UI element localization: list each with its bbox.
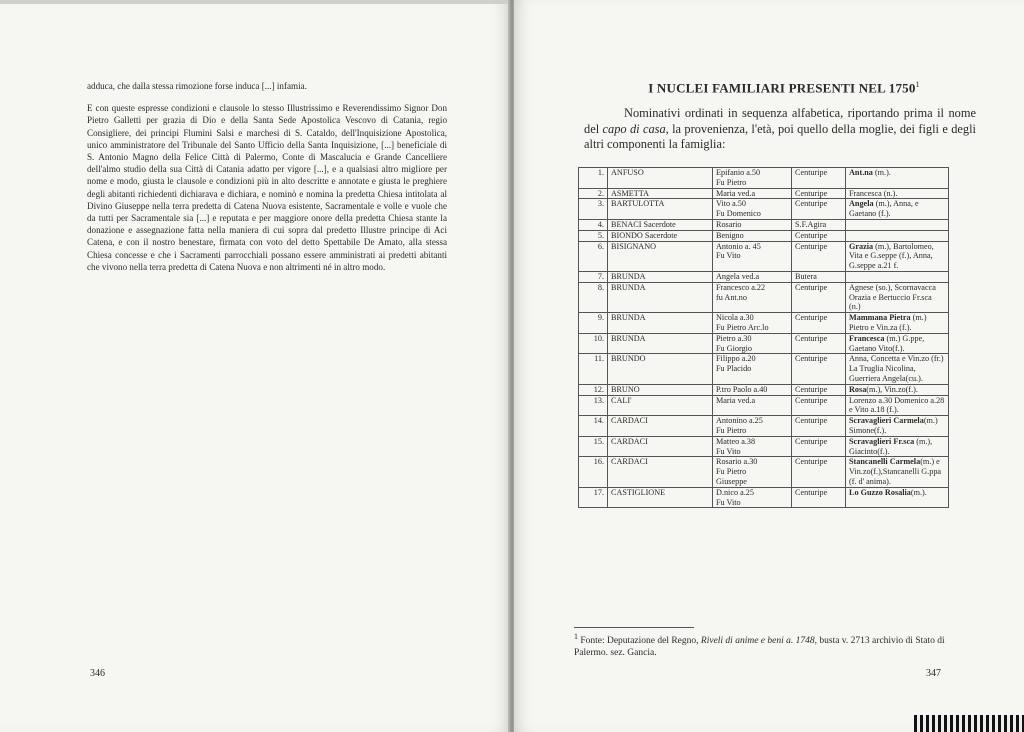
row-number: 10.: [579, 333, 608, 354]
family-part: (m.) Pietro e Vin.za (f.).: [849, 313, 927, 332]
family-part: Francesca: [849, 333, 885, 343]
surname-cell: ASMETTA: [608, 188, 713, 199]
head-line: Maria ved.a: [716, 395, 756, 405]
table-row: [579, 354, 949, 384]
surname-cell: BIONDO Sacerdote: [608, 230, 713, 241]
head-line: Fu Vito: [716, 251, 741, 261]
head-line: Fu Pietro Arc.lo: [716, 322, 769, 332]
family-part: Stancanelli Carmela: [849, 457, 921, 467]
head-of-house-cell: [713, 384, 792, 395]
family-cell: [846, 354, 949, 384]
family-part: Anna, Concetta e Vin.zo (fr.) La Truglia Nicolina, Guerriera Angela(cu.).: [849, 354, 944, 383]
row-number: 16.: [579, 457, 608, 487]
origin-cell: Centuripe: [792, 168, 846, 189]
family-cell: [846, 168, 949, 189]
row-number: 14.: [579, 416, 608, 437]
head-of-house-cell: [713, 199, 792, 220]
head-of-house-cell: [713, 271, 792, 282]
row-number: 2.: [579, 188, 608, 199]
row-number: 6.: [579, 241, 608, 271]
table-row: [579, 271, 949, 282]
head-of-house-cell: [713, 333, 792, 354]
head-line: Benigno: [716, 230, 744, 240]
table-row: [579, 333, 949, 354]
paragraph: adduca, che dalla stessa rimozione forse induca [...] infamia.: [87, 81, 307, 91]
surname-cell: CALI': [608, 395, 713, 416]
origin-cell: Centuripe: [792, 230, 846, 241]
head-line: Rosario a.30: [716, 457, 758, 467]
footnote: [574, 627, 954, 659]
family-part: (m.) Simone(f.).: [849, 416, 938, 435]
row-number: 9.: [579, 313, 608, 334]
family-cell: [846, 384, 949, 395]
head-of-house-cell: [713, 416, 792, 437]
family-cell: [846, 241, 949, 271]
family-part: Angela: [849, 199, 874, 209]
origin-cell: Centuripe: [792, 313, 846, 334]
page-edge: [0, 0, 510, 4]
surname-cell: ANFUSO: [608, 168, 713, 189]
head-of-house-cell: [713, 230, 792, 241]
row-number: 13.: [579, 395, 608, 416]
surname-cell: BRUNDA: [608, 313, 713, 334]
family-part: Mammana Pietra: [849, 313, 911, 323]
head-of-house-cell: [713, 487, 792, 508]
left-body-text: [87, 80, 447, 283]
family-part: Ant.na: [849, 168, 873, 177]
right-page: [514, 0, 1024, 732]
origin-cell: Centuripe: [792, 354, 846, 384]
table-row: [579, 282, 949, 312]
family-cell: [846, 395, 949, 416]
footnote-ref: 1: [915, 80, 920, 89]
family-cell: [846, 219, 949, 230]
footnote-mark: 1: [574, 632, 578, 641]
family-cell: [846, 313, 949, 334]
surname-cell: BRUNDO: [608, 354, 713, 384]
head-line: Vito a.50: [716, 199, 746, 209]
head-line: Fu Giorgio: [716, 343, 753, 353]
head-line: Fu Pietro: [716, 425, 747, 435]
family-part: (m.), Vin.zo(f.).: [866, 384, 918, 394]
family-cell: [846, 436, 949, 457]
footnote-text: , busta v. 2713 archivio di Stato di Palermo. sez. Gancia.: [574, 636, 945, 659]
head-line: fu Ant.no: [716, 292, 747, 302]
footnote-rule: [574, 627, 694, 628]
row-number: 7.: [579, 271, 608, 282]
origin-cell: Centuripe: [792, 282, 846, 312]
table-row: [579, 219, 949, 230]
row-number: 3.: [579, 199, 608, 220]
head-line: Antonino a.25: [716, 416, 763, 426]
head-line: Francesco a.22: [716, 282, 766, 292]
surname-cell: CASTIGLIONE: [608, 487, 713, 508]
origin-cell: Butera: [792, 271, 846, 282]
origin-cell: Centuripe: [792, 199, 846, 220]
family-part: Agnese (so.), Scornavacca Orazia e Bertuccio Fr.sca (n.): [849, 282, 936, 312]
head-of-house-cell: [713, 241, 792, 271]
surname-cell: BRUNDA: [608, 271, 713, 282]
left-page: [0, 0, 510, 732]
row-number: 4.: [579, 219, 608, 230]
head-of-house-cell: [713, 436, 792, 457]
family-part: Francesca (n.).: [849, 188, 898, 198]
family-part: (m.), Giacinto(f.).: [849, 436, 933, 456]
row-number: 5.: [579, 230, 608, 241]
origin-cell: Centuripe: [792, 395, 846, 416]
table-row: [579, 168, 949, 189]
intro-text: [584, 106, 976, 153]
head-line: P.tro Paolo a.40: [716, 384, 768, 394]
table-row: [579, 416, 949, 437]
head-line: Epifanio a.50: [716, 168, 761, 177]
surname-cell: CARDACI: [608, 436, 713, 457]
head-line: Nicola a.30: [716, 313, 754, 323]
family-part: (m.), Anna, e Gaetano (f.).: [849, 199, 919, 219]
page-number-left: 346: [90, 668, 105, 679]
head-of-house-cell: [713, 395, 792, 416]
surname-cell: BRUNO: [608, 384, 713, 395]
page-number-right: 347: [926, 668, 941, 679]
head-line: D.nico a.25: [716, 487, 754, 497]
family-cell: [846, 416, 949, 437]
row-number: 11.: [579, 354, 608, 384]
table-row: [579, 230, 949, 241]
origin-cell: Centuripe: [792, 241, 846, 271]
origin-cell: Centuripe: [792, 487, 846, 508]
origin-cell: Centuripe: [792, 436, 846, 457]
head-line: Fu Vito: [716, 497, 741, 507]
surname-cell: BRUNDA: [608, 333, 713, 354]
table-row: [579, 188, 949, 199]
intro-part: Nominativi ordinati in sequenza alfabetica, riportando prima il nome del: [584, 106, 976, 136]
family-part: (m.), Bartolomeo, Vita e G.seppe (f.), Anna, G.seppe a.21 f.: [849, 241, 934, 271]
head-line: Fu Vito: [716, 446, 741, 456]
origin-cell: Centuripe: [792, 457, 846, 487]
family-cell: [846, 457, 949, 487]
footnote-text: Fonte: Deputazione del Regno,: [577, 636, 701, 647]
origin-cell: Centuripe: [792, 416, 846, 437]
intro-italic: capo di casa: [602, 121, 666, 136]
head-line: Fu Pietro: [716, 177, 747, 187]
head-line: Antonio a. 45: [716, 241, 761, 251]
family-table: [578, 167, 949, 508]
family-cell: [846, 282, 949, 312]
title-text: I NUCLEI FAMILIARI PRESENTI NEL 1750: [648, 80, 916, 96]
table-row: [579, 457, 949, 487]
table-row: [579, 436, 949, 457]
head-of-house-cell: [713, 188, 792, 199]
family-part: (m.) e Vin.zo(f.),Stancanelli G.ppa (f. d' anima).: [849, 457, 942, 486]
family-cell: [846, 487, 949, 508]
row-number: 15.: [579, 436, 608, 457]
family-cell: [846, 333, 949, 354]
origin-cell: Centuripe: [792, 333, 846, 354]
head-of-house-cell: [713, 282, 792, 312]
table-row: [579, 487, 949, 508]
head-line: Giuseppe: [716, 476, 747, 486]
head-of-house-cell: [713, 168, 792, 189]
head-of-house-cell: [713, 313, 792, 334]
family-cell: [846, 188, 949, 199]
page-edge-marks: [914, 715, 1024, 732]
head-line: Angela ved.a: [716, 271, 760, 281]
family-cell: [846, 199, 949, 220]
surname-cell: BISIGNANO: [608, 241, 713, 271]
head-line: Pietro a.30: [716, 333, 752, 343]
surname-cell: CARDACI: [608, 416, 713, 437]
row-number: 12.: [579, 384, 608, 395]
origin-cell: Centuripe: [792, 188, 846, 199]
intro-part: , la provenienza, l'età, poi quello della moglie, dei figli e degli altri componenti la famiglia:: [584, 121, 976, 151]
family-part: Scravaglieri Fr.sca: [849, 436, 915, 446]
surname-cell: BRUNDA: [608, 282, 713, 312]
family-part: (m.).: [872, 168, 891, 177]
family-part: (m.) G.ppe, Gaetano Vito(f.).: [849, 333, 925, 353]
row-number: 1.: [579, 168, 608, 189]
head-line: Fu Pietro: [716, 467, 747, 477]
surname-cell: BARTULOTTA: [608, 199, 713, 220]
surname-cell: CARDACI: [608, 457, 713, 487]
family-part: Rosa: [849, 384, 867, 394]
family-cell: [846, 230, 949, 241]
head-line: Filippo a.20: [716, 354, 756, 364]
head-of-house-cell: [713, 354, 792, 384]
head-line: Fu Domenico: [716, 209, 761, 219]
head-line: Maria ved.a: [716, 188, 756, 198]
origin-cell: S.F.Agira: [792, 219, 846, 230]
table-row: [579, 199, 949, 220]
head-of-house-cell: [713, 219, 792, 230]
row-number: 17.: [579, 487, 608, 508]
paragraph: E con queste espresse condizioni e clausole lo stesso Illustrissimo e Reverendissimo Signor Don Pietro Galletti per grazia di Dio e della Santa Sede Apostolica Vescovo di Catania, regio Consigliere, dei principi Flumini Salsi e marchesi di S. Cataldo, dell'Inquisizione Apostolica, unico amministratore del Tribunale del Santo Ufficio della Santa Inquisizione, [...] beneficiale di S. Antonio Magno della Felice Città di Palermo, Conte di Mascalucia e Grande Cancelliere dell'almo studio della sua Città di Catania adatto per vigore [...], e a qualsiasi altro migliore per nome e modo, giusta le clausole e condizioni più in alto descritte e annotate e giusta le preghiere degli abitanti richiedenti dichiarava e dichiara, e nominò e nomina la predetta Chiesa intitolata al Divino Giuseppe nella terra predetta di Catena Nuova esistente, Sacramentale e volle e vuole che da tutti per Sacramentale sia [...] e reputata e per maggiore onore della predetta Chiesa stante la donazione e assegnazione fatta nella maniera di cui sopra dal predetto Illustre principe di Aci Catena, e con il nostro benestare, firmata con voto del detto Spettabile De Amato, alla stessa Chiesa concesse e che i Sacramenti parrocchiali possano essere amministrati ai predetti abitanti che vivono nella terra predetta di Catena Nuova e non altrimenti né in altro modo.: [87, 103, 447, 272]
family-part: Grazia: [849, 241, 874, 251]
table-row: [579, 313, 949, 334]
surname-cell: BENACI Sacerdote: [608, 219, 713, 230]
section-title: [584, 80, 984, 96]
head-of-house-cell: [713, 457, 792, 487]
head-line: Rosario: [716, 219, 742, 229]
family-part: Lo Guzzo Rosalia: [849, 487, 911, 497]
family-part: Lorenzo a.30 Domenico a.28 e Vito a.18 (f.).: [849, 395, 945, 415]
head-line: Fu Placido: [716, 364, 752, 374]
family-part: Scravaglieri Carmela: [849, 416, 924, 426]
family-cell: [846, 271, 949, 282]
table-row: [579, 395, 949, 416]
row-number: 8.: [579, 282, 608, 312]
head-line: Matteo a.38: [716, 436, 756, 446]
table-row: [579, 241, 949, 271]
origin-cell: Centuripe: [792, 384, 846, 395]
table-row: [579, 384, 949, 395]
footnote-italic: Riveli di anime e beni a. 1748: [700, 636, 815, 647]
family-part: (m.).: [910, 487, 927, 497]
